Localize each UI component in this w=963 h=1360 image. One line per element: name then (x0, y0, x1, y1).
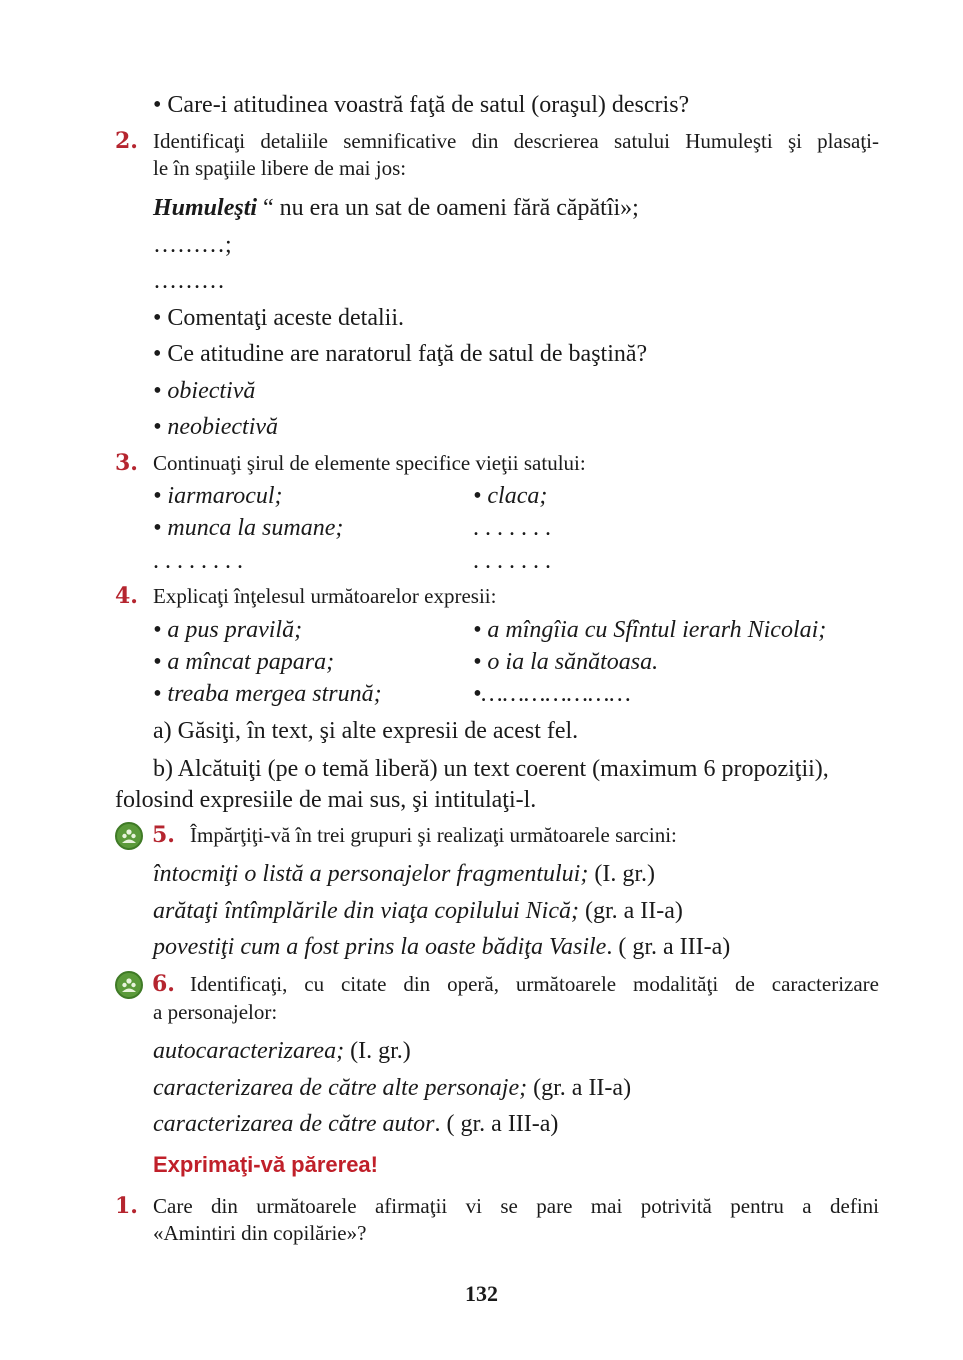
characterization-text: caracterizarea de către autor (153, 1111, 435, 1137)
group-icon (115, 971, 143, 999)
group-label: . ( gr. a III-a) (606, 934, 731, 960)
question-5-text: Împărţiţi-vă în trei grupuri şi realizaţi următoarele sarcini: (190, 823, 677, 847)
blank-line-1: ………; (153, 232, 232, 258)
characterization-item (153, 1111, 558, 1138)
list-item: • munca la sumane; (153, 515, 344, 541)
question-6-text-line1: Identificaţi, cu citate din operă, următoarele modalităţi de caracterizare (190, 972, 879, 996)
humulesti-bold: Humuleşti (153, 195, 258, 221)
group-icon (115, 822, 143, 850)
group-task-2 (153, 898, 683, 925)
group-task-text: povestiţi cum a fost prins la oaste bădiţa Vasile (153, 934, 607, 960)
question-2-text-line1: Identificaţi detaliile semnificative din descrierea satului Humuleşti şi plasaţi- (153, 129, 879, 153)
list-item: • claca; (473, 483, 548, 509)
group-task-1 (153, 861, 655, 888)
expression-item: • a pus pravilă; (153, 617, 303, 643)
question-4-text: Explicaţi înţelesul următoarelor expresii: (153, 584, 497, 608)
question-3-text: Continuaţi şirul de elemente specifice vieţii satului: (153, 451, 586, 475)
blank-line-2: ……… (153, 268, 225, 294)
list-item: . . . . . . . . (153, 548, 243, 574)
page-number: 132 (465, 1281, 498, 1306)
task-b-line1: b) Alcătuiţi (pe o temă liberă) un text coerent (maximum 6 propoziţii), (153, 756, 829, 782)
question-number-6: 6. (152, 971, 175, 997)
question-number-2: 2. (115, 128, 138, 154)
expression-item: • a mîncat papara; (153, 649, 335, 675)
characterization-text: autocaracterizarea; (153, 1038, 345, 1064)
question-number-5: 5. (152, 822, 175, 848)
group-label: (gr. a II-a) (578, 898, 683, 924)
humulesti-rest: “ nu era un sat de oameni fără căpătîi»; (257, 195, 639, 221)
humulesti-quote (153, 195, 639, 222)
list-item: • iarmarocul; (153, 483, 283, 509)
list-item: . . . . . . . (473, 515, 551, 541)
task-b-line2: folosind expresiile de mai sus, şi intitulaţi-l. (115, 787, 537, 813)
expression-item: • a mîngîia cu Sfîntul ierarh Nicolai; (473, 617, 827, 643)
question-number-3: 3. (115, 450, 138, 476)
characterization-item (153, 1038, 411, 1065)
option-obiectiva: • obiectivă (153, 378, 256, 404)
opinion-question-number-1: 1. (115, 1193, 138, 1219)
section-heading: Exprimaţi-vă părerea! (153, 1152, 378, 1177)
expression-item: •………………… (473, 681, 631, 707)
group-task-3 (153, 934, 730, 961)
group-label: . ( gr. a III-a) (434, 1111, 559, 1137)
characterization-item (153, 1075, 631, 1102)
group-task-text: arătaţi întîmplările din viaţa copilului Nică; (153, 898, 579, 924)
bullet-atitudine: • Ce atitudine are naratorul faţă de satul de baştină? (153, 341, 648, 367)
list-item: . . . . . . . (473, 548, 551, 574)
question-6-text-line2: a personajelor: (153, 1000, 278, 1024)
group-label: (I. gr.) (588, 861, 655, 887)
expression-item: • treaba mergea strună; (153, 681, 382, 707)
question-bullet: • Care-i atitudinea voastră faţă de satul (oraşul) descris? (153, 92, 690, 118)
option-neobiectiva: • neobiectivă (153, 414, 279, 440)
expression-item: • o ia la sănătoasa. (473, 649, 659, 675)
bullet-comentati: • Comentaţi aceste detalii. (153, 305, 404, 331)
question-2-text-line2: le în spaţiile libere de mai jos: (153, 156, 407, 180)
group-task-text: întocmiţi o listă a personajelor fragmentului; (153, 861, 589, 887)
opinion-question-line2: «Amintiri din copilărie»? (153, 1221, 367, 1245)
question-number-4: 4. (115, 583, 138, 609)
group-label: (gr. a II-a) (527, 1075, 632, 1101)
characterization-text: caracterizarea de către alte personaje; (153, 1075, 528, 1101)
group-label: (I. gr.) (344, 1038, 411, 1064)
opinion-question-line1: Care din următoarele afirmaţii vi se pare mai potrivită pentru a defini (153, 1194, 879, 1218)
task-a: a) Găsiţi, în text, şi alte expresii de acest fel. (153, 718, 579, 744)
